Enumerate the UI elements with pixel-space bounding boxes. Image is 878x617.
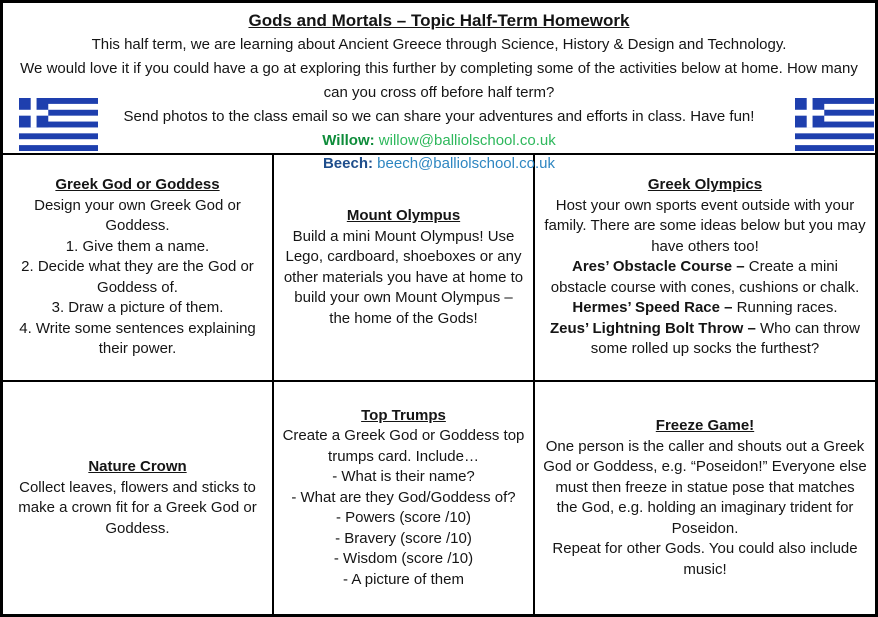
text: 1. Give them a name. [65, 237, 210, 255]
cell-paragraph [543, 196, 867, 258]
activity-cell-mount-olympus [274, 155, 535, 382]
activity-cell-nature-crown [3, 382, 274, 614]
text: Repeat for other Gods. You could also include music! [552, 540, 858, 578]
cell-paragraph [282, 467, 525, 488]
cell-paragraph [11, 196, 264, 237]
contact-beech [3, 152, 875, 175]
bold-text: Ares’ Obstacle Course – [572, 258, 749, 276]
contact-willow-email: willow@balliolschool.co.uk [378, 132, 556, 149]
cell-paragraph [282, 508, 525, 529]
text: - What is their name? [332, 468, 475, 486]
cell-body [282, 227, 525, 330]
cell-title: Freeze Game! [655, 417, 755, 434]
text: Create a mini obstacle course with cones, cushions or chalk. [550, 258, 860, 296]
text: Who can throw some rolled up socks the furthest? [590, 319, 861, 358]
cell-body [282, 426, 525, 590]
cell-paragraph [282, 529, 525, 550]
contact-willow [3, 129, 875, 152]
contact-willow-label: Willow: [322, 132, 375, 149]
text: - Powers (score /10) [335, 509, 472, 527]
text: - Bravery (score /10) [335, 529, 472, 547]
text: Create a Greek God or Goddess top trumps card. Include… [282, 427, 525, 465]
text: Running races. [736, 299, 838, 317]
text: 3. Draw a picture of them. [51, 299, 224, 317]
text: 2. Decide what they are the God or Goddess of. [21, 258, 254, 296]
contact-beech-email: beech@balliolschool.co.uk [377, 155, 556, 172]
cell-paragraph [282, 426, 525, 467]
cell-paragraph [11, 478, 264, 540]
activity-cell-freeze-game [535, 382, 875, 614]
page-title: Gods and Mortals – Topic Half-Term Homework [248, 11, 630, 30]
contact-beech-label: Beech: [322, 155, 373, 172]
cell-paragraph [11, 237, 264, 258]
text: Build a mini Mount Olympus! Use Lego, cardboard, shoeboxes or any other materials you have at home to build your own Mount Olympus – the home of the Gods! [283, 227, 524, 327]
cell-paragraph [11, 257, 264, 298]
activities-grid [3, 155, 875, 614]
cell-title: Top Trumps [361, 406, 446, 424]
header-section [3, 3, 875, 172]
cell-title: Greek God or Goddess [55, 176, 220, 194]
cell-paragraph [11, 298, 264, 319]
cell-paragraph [543, 437, 867, 540]
intro-line-3: Send photos to the class email so we can share your adventures and efforts in class. Have fun! [123, 108, 755, 125]
activity-cell-greek-olympics [535, 155, 875, 382]
cell-paragraph [543, 257, 867, 298]
text: Collect leaves, flowers and sticks to make a crown fit for a Greek God or Goddess. [18, 478, 257, 537]
cell-body [11, 478, 264, 540]
bold-text: Zeus’ Lightning Bolt Throw – [549, 319, 760, 337]
cell-body [543, 196, 867, 360]
cell-title: Nature Crown [88, 458, 187, 475]
text: Design your own Greek God or Goddess. [34, 196, 241, 235]
cell-title: Greek Olympics [647, 176, 763, 194]
activity-cell-greek-god-or-goddess [3, 155, 274, 382]
cell-paragraph [543, 319, 867, 360]
text: Host your own sports event outside with your family. There are some ideas below but you may have others too! [544, 196, 866, 255]
cell-body [543, 437, 867, 581]
text: 4. Write some sentences explaining their power. [19, 319, 256, 358]
cell-paragraph [282, 549, 525, 570]
cell-paragraph [543, 539, 867, 580]
cell-title: Mount Olympus [346, 207, 461, 224]
cell-paragraph [282, 488, 525, 509]
cell-body [11, 196, 264, 360]
greek-flag-icon [795, 98, 874, 151]
intro-line-1: This half term, we are learning about Ancient Greece through Science, History & Design and Technology. [91, 36, 787, 53]
cell-paragraph [543, 298, 867, 319]
cell-paragraph [282, 227, 525, 330]
text: - What are they God/Goddess of? [291, 488, 516, 506]
cell-paragraph [282, 570, 525, 591]
intro-line-2: We would love it if you could have a go at exploring this further by completing some of the activities below at home. How many can you cross off before half term? [20, 60, 858, 101]
greek-flag-icon [19, 98, 98, 151]
text: - A picture of them [343, 570, 464, 588]
text: - Wisdom (score /10) [333, 550, 474, 568]
bold-text: Hermes’ Speed Race – [572, 299, 737, 317]
cell-paragraph [11, 319, 264, 360]
text: One person is the caller and shouts out a Greek God or Goddess, e.g. “Poseidon!” Everyone else must then freeze in statue pose that matches the God, e.g. holding an imaginary trident for Poseidon. [543, 437, 867, 537]
activity-cell-top-trumps [274, 382, 535, 614]
